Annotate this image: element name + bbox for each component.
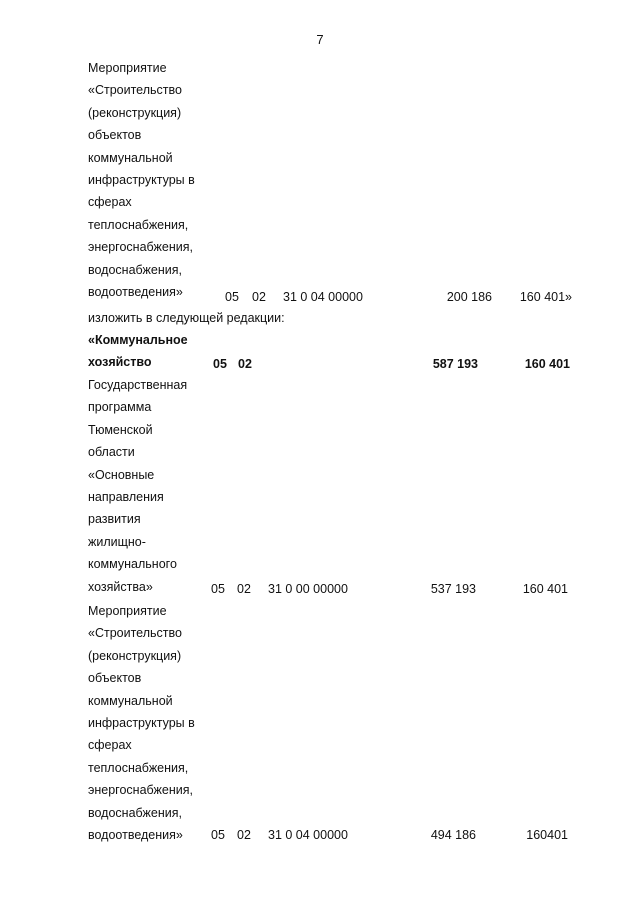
- block2-line: хозяйство: [88, 355, 152, 370]
- block2-value1: 587 193: [432, 357, 478, 371]
- block4-name: [88, 600, 195, 846]
- block3-csr: 31 0 00 00000: [268, 582, 348, 596]
- block3-line: программа: [88, 400, 152, 415]
- block1-csr: 31 0 04 00000: [283, 290, 363, 304]
- block2-value2: 160 401: [524, 357, 570, 371]
- block1-line: (реконструкция): [88, 105, 182, 120]
- block4-line: сферах: [88, 738, 132, 753]
- block1-line: водоотведения»: [88, 284, 183, 299]
- block4-value1: 494 186: [430, 828, 476, 842]
- block3-value1: 537 193: [430, 582, 476, 596]
- block3-value2: 160 401: [522, 582, 568, 596]
- block3-rz: 05: [211, 582, 225, 596]
- block1-line: «Строительство: [88, 83, 182, 98]
- block3-line: хозяйства»: [88, 579, 153, 594]
- block4-line: объектов: [88, 671, 142, 686]
- block4-line: энергоснабжения,: [88, 783, 193, 798]
- block2-rz: 05: [213, 357, 227, 371]
- block4-csr: 31 0 04 00000: [268, 828, 348, 842]
- block3-name: [88, 374, 187, 598]
- block3-line: коммунального: [88, 557, 177, 572]
- block1-line: водоснабжения,: [88, 262, 182, 277]
- block2-pr: 02: [238, 357, 252, 371]
- block1-value1: 200 186: [446, 290, 492, 304]
- block3-line: Государственная: [88, 378, 188, 392]
- block3-line: области: [88, 445, 135, 460]
- block3-line: развития: [88, 512, 141, 527]
- block4-line: Мероприятие: [88, 604, 167, 618]
- block1-line: коммунальной: [88, 150, 173, 165]
- block1-pr: 02: [252, 290, 266, 304]
- block3-line: «Основные: [88, 467, 155, 482]
- block1-line: энергоснабжения,: [88, 240, 193, 255]
- block2-line: «Коммунальное: [88, 333, 188, 347]
- instruction-text: изложить в следующей редакции:: [88, 311, 285, 325]
- page-number: 7: [316, 32, 324, 47]
- block3-line: направления: [88, 489, 164, 504]
- block1-value2: 160 401»: [519, 290, 572, 304]
- block4-line: коммунальной: [88, 693, 173, 708]
- block4-rz: 05: [211, 828, 225, 842]
- block3-pr: 02: [237, 582, 251, 596]
- block4-pr: 02: [237, 828, 251, 842]
- block3-line: жилищно-: [88, 534, 146, 549]
- block4-line: теплоснабжения,: [88, 760, 189, 775]
- block1-line: сферах: [88, 195, 132, 210]
- block4-value2: 160401: [526, 828, 568, 842]
- block4-line: (реконструкция): [88, 648, 182, 663]
- block1-line: объектов: [88, 128, 142, 143]
- block4-line: водоотведения»: [88, 827, 183, 842]
- block1-line: теплоснабжения,: [88, 217, 189, 232]
- block3-line: Тюменской: [88, 422, 153, 437]
- block1-line: Мероприятие: [88, 61, 167, 75]
- block1-line: инфраструктуры в: [88, 172, 195, 187]
- block4-line: инфраструктуры в: [88, 715, 195, 730]
- block1-name: [88, 57, 195, 303]
- block4-line: водоснабжения,: [88, 805, 182, 820]
- block2-name: [88, 329, 188, 374]
- block1-rz: 05: [225, 290, 239, 304]
- block4-line: «Строительство: [88, 626, 182, 641]
